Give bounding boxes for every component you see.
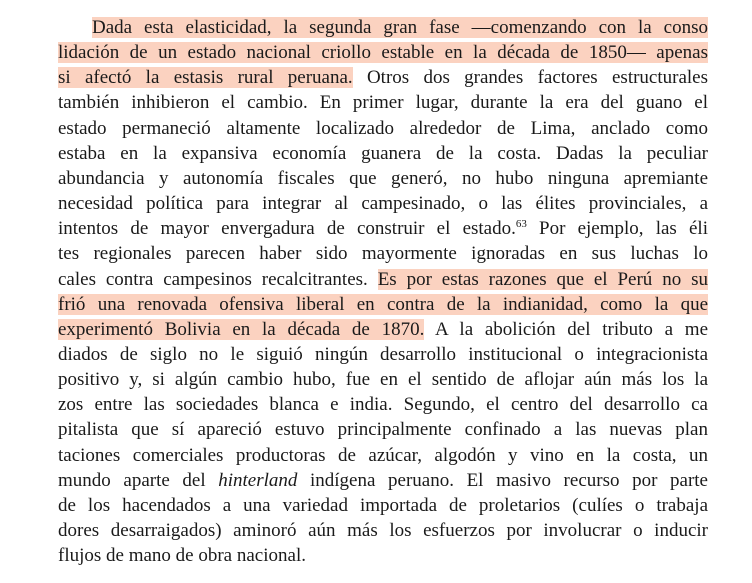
text-line [58, 191, 708, 216]
text-segment: estado permaneció altamente localizado alrededor de Lima, anclado como [58, 117, 708, 139]
text-segment: zos entre las sociedades blanca e india. Segundo, el centro del desarrollo ca [58, 394, 708, 416]
text-segment: A la abolición del tributo a me [424, 318, 709, 340]
text-line [58, 65, 708, 90]
highlighted-text: Dada esta elasticidad, la segunda gran fase —comenzando con la conso [92, 17, 708, 38]
text-segment: abundancia y autonomía fiscales que generó, no hubo ninguna apremiante [58, 167, 708, 189]
text-segment: tes regionales parecen haber sido mayormente ignoradas en sus luchas lo [58, 243, 708, 265]
highlighted-text: si afectó la estasis rural peruana. [58, 67, 353, 89]
text-segment: hinterland [218, 469, 298, 491]
text-line [58, 166, 708, 191]
highlighted-text: lidación de un estado nacional criollo estable en la década de 1850— apenas [58, 42, 708, 64]
text-line [58, 116, 708, 141]
text-segment: indígena peruano. El masivo recurso por parte [297, 469, 708, 491]
text-line [58, 417, 708, 442]
text-line [58, 292, 708, 317]
text-segment: dores desarraigados) aminoró aún más los esfuerzos por involucrar o inducir [58, 520, 708, 541]
highlighted-text: frió una renovada ofensiva liberal en contra de la indianidad, como la que [58, 293, 708, 315]
text-segment: estaba en la expansiva economía guanera de la costa. Dadas la peculiar [58, 142, 708, 164]
text-segment: también inhibieron el cambio. En primer lugar, durante la era del guano el [58, 92, 708, 114]
text-segment: Otros dos grandes factores estructurales [352, 67, 709, 89]
highlighted-text: Es por estas razones que el Perú no su [377, 268, 708, 290]
text-line [58, 90, 708, 115]
text-line [58, 317, 708, 342]
text-line [58, 392, 708, 417]
text-line [58, 241, 708, 266]
text-segment: pitalista que sí apareció estuvo principalmente confinado a las nuevas plan [58, 419, 708, 441]
text-segment: intentos de mayor envergadura de construir el estado. [58, 218, 516, 240]
text-line [58, 443, 708, 468]
text-line [58, 468, 708, 493]
text-line [92, 15, 708, 40]
text-line [58, 342, 708, 367]
text-line [58, 267, 708, 292]
text-segment: taciones comerciales productoras de azúcar, algodón y vino en la costa, un [58, 444, 708, 466]
text-line [58, 493, 708, 518]
text-line [58, 216, 708, 241]
text-line [58, 518, 708, 543]
text-segment: necesidad política para integrar al campesinado, o las élites provinciales, a [58, 193, 708, 215]
text-segment: flujos de mano de obra nacional. [58, 545, 306, 567]
text-segment: positivo y, si algún cambio hubo, fue en el sentido de aflojar aún más los la [58, 369, 708, 391]
text-segment: Por ejemplo, las éli [526, 218, 708, 240]
text-line [58, 141, 708, 166]
text-line [58, 367, 708, 392]
text-line [58, 40, 708, 65]
text-segment: mundo aparte del [58, 469, 219, 491]
text-line [58, 543, 708, 568]
highlighted-text: experimentó Bolivia en la década de 1870. [58, 318, 425, 340]
footnote-ref: 63 [515, 218, 527, 231]
text-segment: cales contra campesinos recalcitrantes. [58, 268, 378, 290]
text-segment: diados de siglo no le siguió ningún desarrollo institucional o integracionista [58, 343, 708, 365]
text-segment: de los hacendados a una variedad importada de proletarios (culíes o trabaja [58, 494, 708, 516]
